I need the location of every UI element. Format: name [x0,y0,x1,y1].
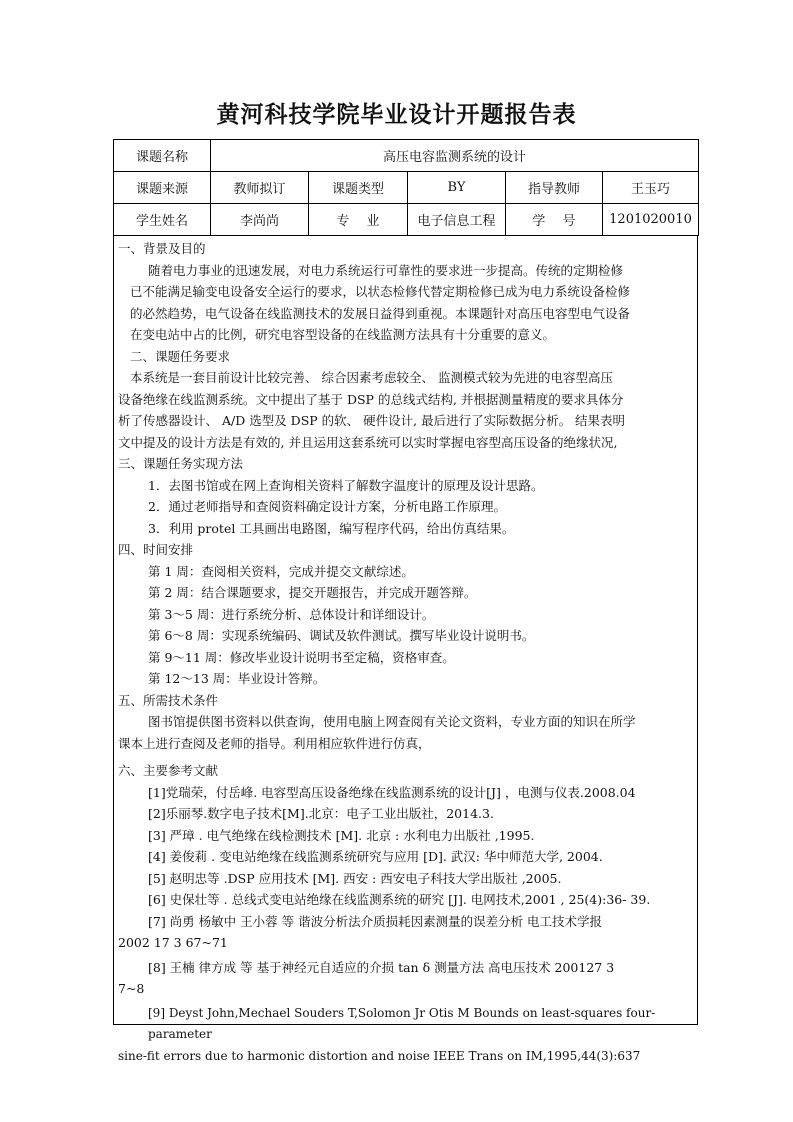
page-title: 黄河科技学院毕业设计开题报告表 [216,102,577,128]
reference-item: [6] 史保壮等 . 总线式变电站绝缘在线监测系统的研究 [J]. 电网技术,2001 , 25(4):36- 39. [148,892,651,907]
s4-item: 第 6～8 周：实现系统编码、调试及软件测试。撰写毕业设计说明书。 [148,628,535,643]
advisor-value: 王玉巧 [603,172,699,204]
section-2-title: 二、课题任务要求 [130,348,231,364]
s1-line: 的必然趋势，电气设备在线监测技术的发展日益得到重视。本课题针对高压电容型电气设备 [130,305,631,321]
s4-item: 第 3～5 周：进行系统分析、总体设计和详细设计。 [148,606,435,622]
s2-line: 析了传感器设计、 A/D 选型及 DSP 的软、 硬件设计, 最后进行了实际数据分析。 结果表明 [118,413,626,428]
section-5-title: 五、所需技术条件 [118,692,219,708]
student-value: 李尚尚 [211,204,309,236]
s1-line: 在变电站中占的比例，研究电容型设备的在线监测方法具有十分重要的意义。 [130,327,556,342]
source-label: 课题来源 [114,172,211,204]
s2-line: 本系统是一套目前设计比较完善、 综合因素考虑较全、 监测模式较为先进的电容型高压 [130,370,613,385]
topic-value: 高压电容监测系统的设计 [211,140,699,172]
s1-line: 已不能满足输变电设备安全运行的要求，以状态检修代替定期检修已成为电力系统设备检修 [130,284,631,299]
s3-item: 2．通过老师指导和查阅资料确定设计方案，分析电路工作原理。 [148,499,506,514]
s4-item: 第 9～11 周：修改毕业设计说明书至定稿，资格审查。 [148,649,455,665]
s5-line: 图书馆提供图书资料以供查询，使用电脑上网查阅有关论文资料，专业方面的知识在所学 [148,714,636,729]
major-label: 专 业 [309,204,408,236]
s2-line: 文中提及的设计方法是有效的, 并且运用这套系统可以实时掌握电容型高压设备的绝缘状况, [118,434,618,450]
s2-line: 设备绝缘在线监测系统。文中提出了基于 DSP 的总线式结构, 并根据测量精度的要求具体分 [118,391,624,407]
s1-line: 随着电力事业的迅速发展，对电力系统运行可靠性的要求进一步提高。传统的定期检修 [148,262,624,278]
type-value: BY [408,172,506,204]
report-content [118,238,694,1067]
section-1-title: 一、背景及目的 [118,241,206,256]
student-label: 学生姓名 [114,204,211,236]
s4-item: 第 1 周：查阅相关资料，完成并提交文献综述。 [148,563,414,579]
reference-item: [3] 严璋 . 电气绝缘在线检测技术 [M]. 北京 : 水利电力出版社 ,1995. [148,827,535,843]
advisor-label: 指导教师 [506,172,603,204]
s4-item: 第 12～13 周：毕业设计答辩。 [148,671,326,686]
major-value: 电子信息工程 [408,204,506,236]
table-row-source [114,172,699,204]
reference-item-cont: sine-fit errors due to harmonic distortion and noise IEEE Trans on IM,1995,44(3):637 [118,1048,641,1063]
section-6-title: 六、主要参考文献 [118,763,219,778]
reference-item: [8] 王楠 律方成 等 基于神经元自适应的介损 tan δ 测量方法 高电压技术 200127 3 [148,959,615,975]
info-table [113,139,699,236]
s3-item: 1．去图书馆或在网上查询相关资料了解数字温度计的原理及设计思路。 [148,477,544,493]
table-row-student [114,204,699,236]
reference-item: [7] 尚勇 杨敏中 王小蓉 等 谐波分析法介质损耗因素测量的误差分析 电工技术学报 [148,913,603,929]
type-label: 课题类型 [309,172,408,204]
table-row-topic [114,140,699,172]
reference-item: [5] 赵明忠等 .DSP 应用技术 [M]. 西安 : 西安电子科技大学出版社 ,2005. [148,870,562,886]
reference-item: [4] 姜俊莉 . 变电站绝缘在线监测系统研究与应用 [D]. 武汉: 华中师范大学, 2004. [148,849,603,864]
section-3-title: 三、课题任务实现方法 [118,456,244,471]
reference-item: [2]乐丽琴.数字电子技术[M].北京：电子工业出版社，2014.3. [148,806,494,821]
reference-item-cont: 2002 17 3 67~71 [118,935,228,950]
id-value: 1201020010 [603,204,699,236]
s3-item: 3．利用 protel 工具画出电路图，编写程序代码，给出仿真结果。 [148,520,515,536]
section-4-title: 四、时间安排 [118,542,194,557]
reference-item: [1]党瑞荣，付岳峰. 电容型高压设备绝缘在线监测系统的设计[J] ，电测与仪表.2008.04 [148,784,636,800]
reference-item: [9] Deyst John,Mechael Souders T,Solomon Jr Otis M Bounds on least-squares four-parameter [148,1005,656,1041]
s4-item: 第 2 周：结合课题要求，提交开题报告，并完成开题答辩。 [148,585,477,600]
s5-line: 课本上进行查阅及老师的指导。利用相应软件进行仿真， [118,735,431,751]
topic-label: 课题名称 [114,140,211,172]
reference-item-cont: 7~8 [118,981,145,996]
id-label: 学 号 [506,204,603,236]
source-value: 教师拟订 [211,172,309,204]
